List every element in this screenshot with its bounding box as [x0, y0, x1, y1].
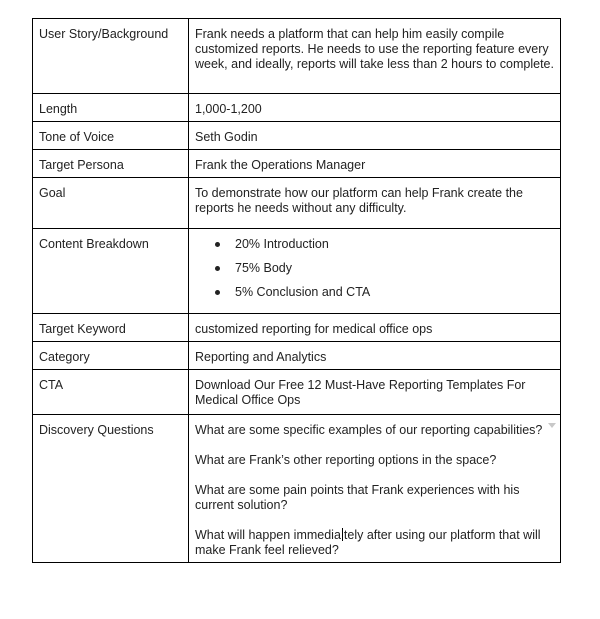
- question-text-after-cursor: tely after using our platform that will make Frank feel relieved?: [195, 528, 541, 557]
- row-content-breakdown: [33, 229, 561, 314]
- value-tone-of-voice[interactable]: Seth Godin: [189, 122, 561, 150]
- label-target-persona: Target Persona: [33, 150, 189, 178]
- question-text-before-cursor: What will happen immedia: [195, 528, 341, 542]
- label-discovery-questions: Discovery Questions: [33, 415, 189, 563]
- value-goal[interactable]: To demonstrate how our platform can help Frank create the reports he needs without any difficulty.: [189, 178, 561, 229]
- label-category: Category: [33, 342, 189, 370]
- label-user-story: User Story/Background: [33, 19, 189, 94]
- breakdown-list: [195, 237, 554, 300]
- row-category: [33, 342, 561, 370]
- label-target-keyword: Target Keyword: [33, 314, 189, 342]
- row-goal: [33, 178, 561, 229]
- text-cursor-icon: [342, 528, 343, 541]
- breakdown-item-text: 20% Introduction: [235, 237, 329, 251]
- bullet-icon: [215, 266, 220, 271]
- value-cta[interactable]: Download Our Free 12 Must-Have Reporting Templates For Medical Office Ops: [189, 370, 561, 415]
- label-content-breakdown: Content Breakdown: [33, 229, 189, 314]
- row-tone-of-voice: [33, 122, 561, 150]
- breakdown-item: [195, 285, 554, 300]
- breakdown-item-text: 75% Body: [235, 261, 292, 275]
- label-goal: Goal: [33, 178, 189, 229]
- bullet-icon: [215, 290, 220, 295]
- content-brief-table: [32, 18, 561, 563]
- discovery-question: What are some specific examples of our reporting capabilities?: [195, 423, 543, 437]
- row-user-story: [33, 19, 561, 94]
- discovery-question: What are Frank’s other reporting options in the space?: [195, 453, 497, 467]
- row-cta: [33, 370, 561, 415]
- label-cta: CTA: [33, 370, 189, 415]
- value-user-story[interactable]: Frank needs a platform that can help him easily compile customized reports. He needs to use the reporting feature every week, and ideally, reports will take less than 2 hours to complete.: [189, 19, 561, 94]
- row-target-keyword: [33, 314, 561, 342]
- row-target-persona: [33, 150, 561, 178]
- discovery-question: [195, 528, 554, 558]
- discovery-question: What are some pain points that Frank experiences with his current solution?: [195, 483, 520, 512]
- bullet-icon: [215, 242, 220, 247]
- breakdown-item: [195, 261, 554, 276]
- value-content-breakdown[interactable]: [189, 229, 561, 314]
- chevron-down-icon[interactable]: [548, 423, 556, 428]
- breakdown-item-text: 5% Conclusion and CTA: [235, 285, 371, 299]
- label-length: Length: [33, 94, 189, 122]
- value-length[interactable]: 1,000-1,200: [189, 94, 561, 122]
- label-tone-of-voice: Tone of Voice: [33, 122, 189, 150]
- value-target-keyword[interactable]: customized reporting for medical office ops: [189, 314, 561, 342]
- row-length: [33, 94, 561, 122]
- breakdown-item: [195, 237, 554, 252]
- value-target-persona[interactable]: Frank the Operations Manager: [189, 150, 561, 178]
- value-discovery-questions[interactable]: [189, 415, 561, 563]
- value-category[interactable]: Reporting and Analytics: [189, 342, 561, 370]
- row-discovery-questions: [33, 415, 561, 563]
